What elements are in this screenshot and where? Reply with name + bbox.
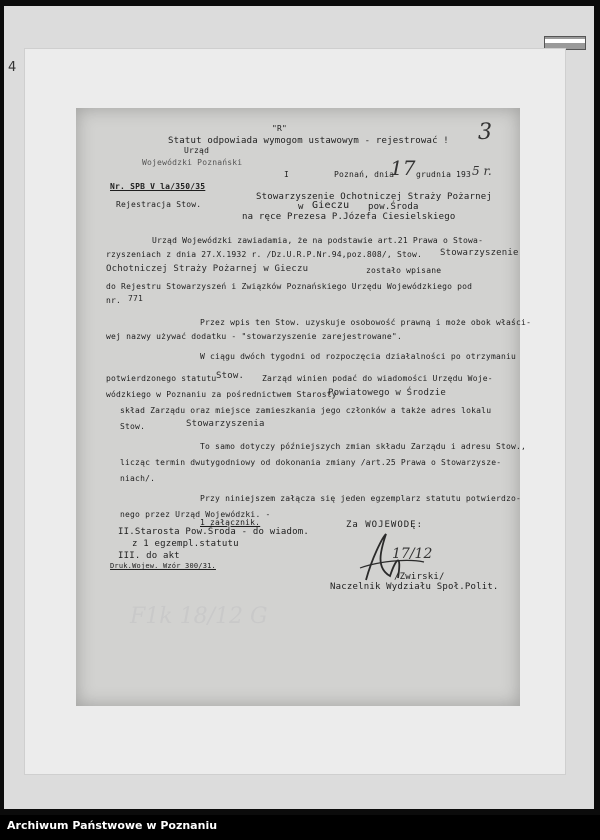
body-p3-line3a: wódzkiego w Poznaniu za pośrednictwem Starosty	[106, 390, 337, 399]
pencil-archive-note: F1k 18/12 G	[130, 604, 268, 629]
place-date-label: Poznań, dnia	[334, 170, 395, 179]
header-r-mark: "R"	[272, 124, 288, 133]
signature-scrawl: 17/12	[392, 546, 433, 562]
addressee-place: Gieczu	[312, 200, 350, 211]
body-p5-line2: nego przez Urząd Wojewódzki. -	[120, 510, 271, 519]
handwritten-page-number: 3	[478, 120, 492, 145]
body-p1-line1: Urząd Wojewódzki zawiadamia, że na podstawie art.21 Prawa o Stowa-	[152, 236, 484, 245]
body-p2-line2: wej nazwy używać dodatku - "stowarzyszenie zarejestrowane".	[106, 332, 402, 341]
reference-number: Nr. SPB V la/350/35	[110, 182, 206, 191]
addressee-w: w	[298, 202, 304, 212]
date-year-hand: 5 r.	[472, 164, 492, 178]
body-p3-line2a: potwierdzonego statutu	[106, 374, 217, 383]
body-p3-line5b: Stowarzyszenia	[186, 419, 265, 429]
distribution-line2: z 1 egzempl.statutu	[132, 539, 239, 549]
distribution-line1: II.Starosta Pow.Środa - do wiadom.	[118, 527, 310, 537]
signer-title: Naczelnik Wydziału Społ.Polit.	[330, 582, 499, 592]
body-p4-line1: To samo dotyczy późniejszych zmian składu Zarządu i adresu Stow.,	[200, 442, 527, 451]
body-p3-line5a: Stow.	[120, 422, 146, 431]
registry-label: Rejestracja Stow.	[116, 200, 202, 209]
addressee-line1: Stowarzyszenie Ochotniczej Straży Pożarnej	[256, 192, 492, 202]
signature-header: Za WOJEWODĘ:	[346, 520, 424, 530]
date-year-prefix: 193	[456, 170, 472, 179]
body-p3-line4: skład Zarządu oraz miejsce zamieszkania jego członków a także adres lokalu	[120, 406, 492, 415]
body-p1-line5b: 771	[128, 294, 144, 303]
board-corner-mark: 4	[8, 60, 17, 75]
office-label-line: Wojewódzki Poznański	[142, 158, 243, 167]
archive-footer	[0, 815, 600, 840]
distribution-line3: III. do akt	[118, 551, 180, 561]
body-p4-line3: niach/.	[120, 474, 156, 483]
body-p1-line2a: rzyszeniach z dnia 27.X.1932 r. /Dz.U.R.P.Nr.94,poz.808/, Stow.	[106, 250, 423, 259]
body-p2-line1: Przez wpis ten Stow. uzyskuje osobowość prawną i może obok właści-	[200, 318, 532, 327]
signer-name: /Zwirski/	[394, 572, 445, 582]
body-p3-line2c: Zarząd winien podać do wiadomości Urzędu Woje-	[262, 374, 493, 383]
body-p3-line2b: Stow.	[216, 371, 245, 381]
body-p5-line1: Przy niniejszem załącza się jeden egzemplarz statutu potwierdzo-	[200, 494, 522, 503]
date-month: grudnia	[416, 170, 452, 179]
print-code: Druk.Wojew. Wzór 300/31.	[110, 562, 216, 570]
date-day: 17	[390, 156, 416, 180]
body-p1-line2b: Stowarzyszenie	[440, 248, 519, 258]
roman-one: I	[284, 170, 290, 179]
body-p1-line3a: Ochotniczej Straży Pożarnej w Gieczu	[106, 264, 309, 274]
body-p1-line3b: zostało wpisane	[366, 266, 442, 275]
addressee-line3: na ręce Prezesa P.Józefa Ciesielskiego	[242, 212, 456, 222]
statute-note: Statut odpowiada wymogom ustawowym - rejestrować !	[168, 136, 449, 146]
body-p3-line1: W ciągu dwóch tygodni od rozpoczęcia działalności po otrzymaniu	[200, 352, 517, 361]
body-p4-line2: licząc termin dwutygodniowy od dokonania zmiany /art.25 Prawa o Stowarzysze-	[120, 458, 502, 467]
body-p1-line5a: nr.	[106, 296, 122, 305]
body-p3-line3b: Powiatowego w Środzie	[328, 388, 446, 398]
addressee-district: pow.Środa	[368, 202, 419, 212]
office-label-urzad: Urząd	[184, 146, 210, 155]
document-page	[76, 108, 532, 706]
body-p1-line4: do Rejestru Stowarzyszeń i Związków Poznańskiego Urzędu Wojewódzkiego pod	[106, 282, 473, 291]
attachment-label: 1 załącznik.	[200, 518, 261, 527]
archive-name: Archiwum Państwowe w Poznaniu	[7, 819, 218, 832]
